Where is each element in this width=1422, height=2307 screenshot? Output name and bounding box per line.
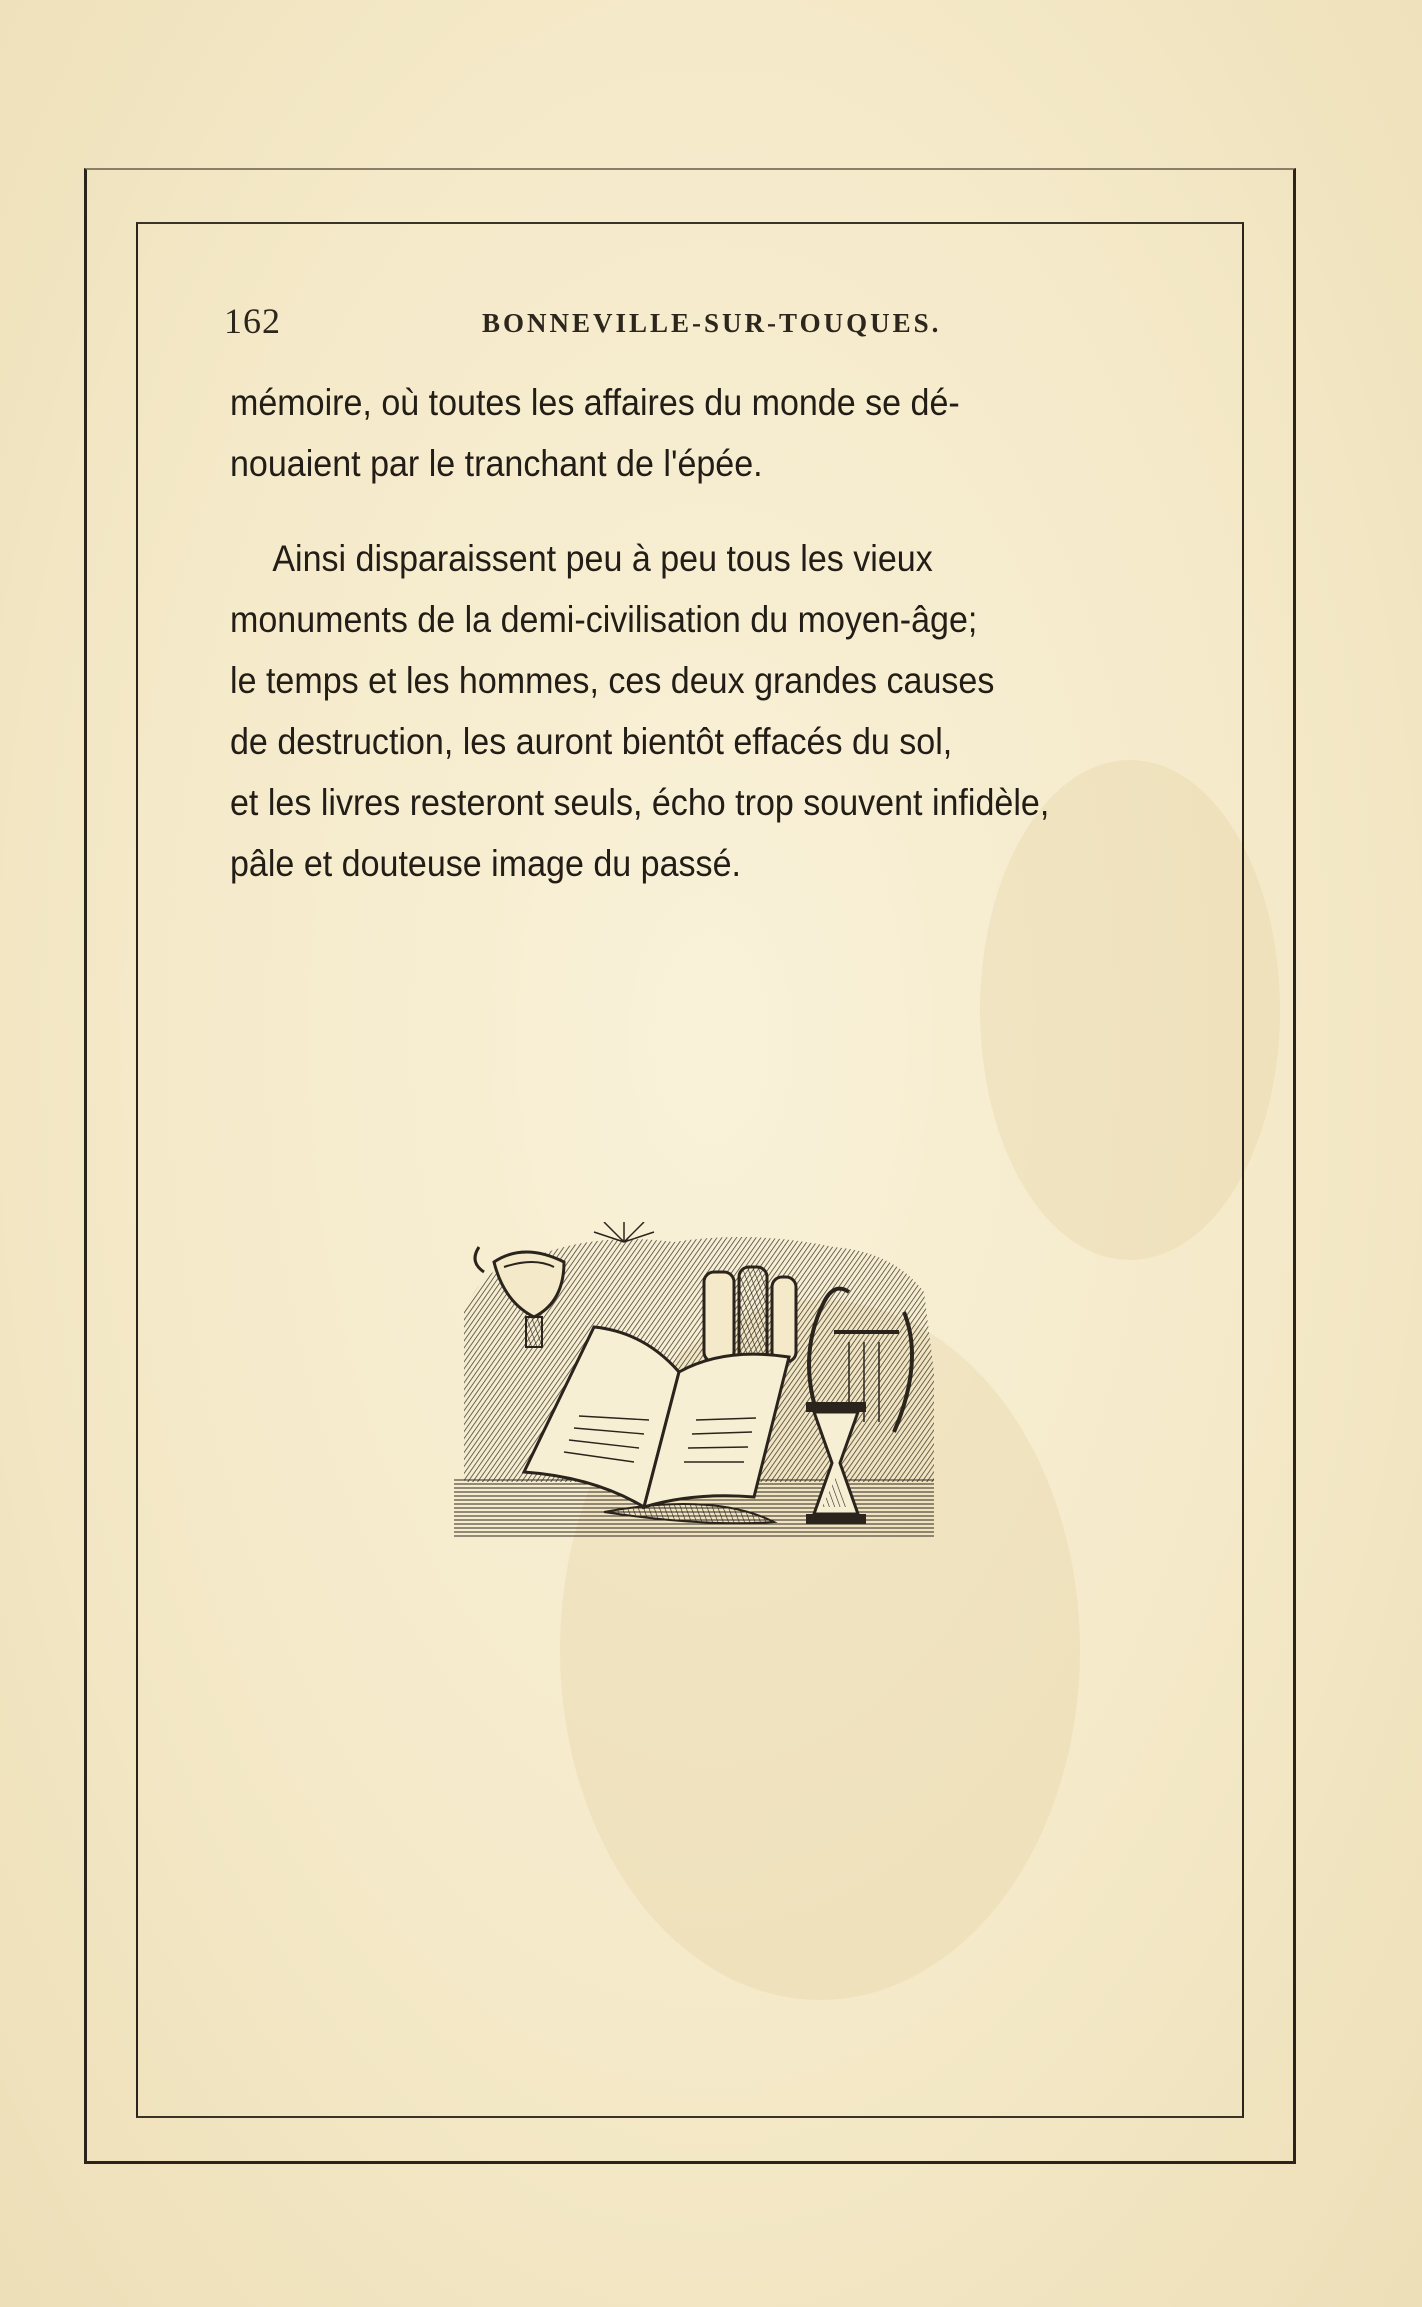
paragraph-1 xyxy=(230,372,1187,494)
text-line: Ainsi disparaissent peu à peu tous les vieux xyxy=(272,538,933,579)
paragraph-2 xyxy=(230,528,1187,894)
text-line: mémoire, où toutes les affaires du monde se dé- xyxy=(230,382,960,423)
text-line: nouaient par le tranchant de l'épée. xyxy=(230,443,763,484)
page-header xyxy=(224,300,1184,350)
scrolls-icon xyxy=(704,1267,796,1362)
text-line: pâle et douteuse image du passé. xyxy=(230,843,741,884)
book-vignette-illustration xyxy=(454,1222,944,1548)
running-title: BONNEVILLE-SUR-TOUQUES. xyxy=(482,308,942,338)
text-line: monuments de la demi-civilisation du moyen-âge; xyxy=(230,599,978,640)
body-text xyxy=(230,372,1113,894)
page-number: 162 xyxy=(224,301,281,341)
text-line: et les livres resteront seuls, écho trop souvent infidèle, xyxy=(230,782,1050,823)
text-line: de destruction, les auront bientôt effacés du sol, xyxy=(230,721,953,762)
torch-rays-icon xyxy=(594,1222,654,1242)
text-line: le temps et les hommes, ces deux grandes causes xyxy=(230,660,995,701)
